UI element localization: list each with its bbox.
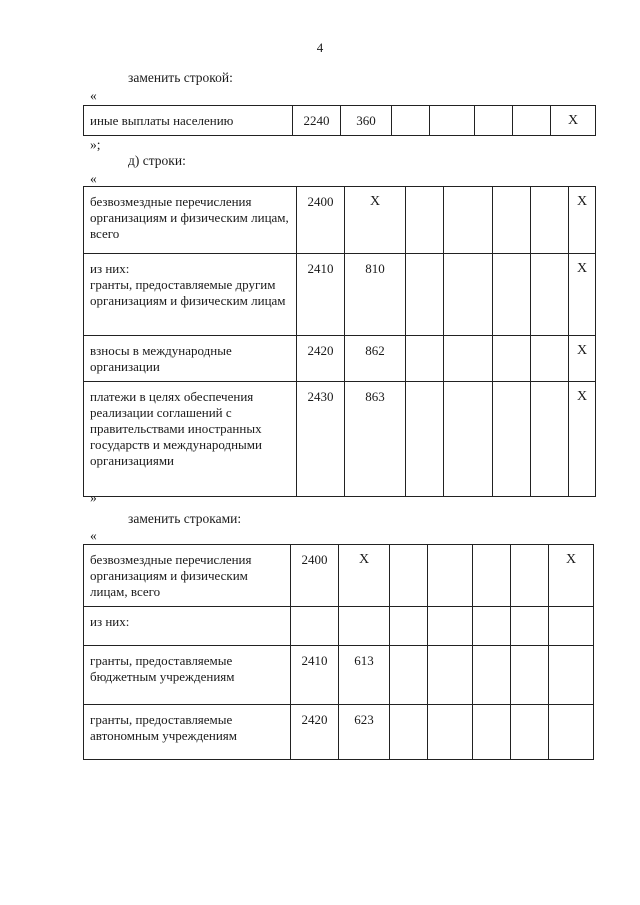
table-row [84,705,594,760]
section1-intro: заменить строкой: [128,70,233,85]
section2-table [83,186,596,497]
empty-cell [513,106,551,136]
row-code: 2430 [307,389,334,404]
code-cell [293,106,341,136]
row-code: 2420 [301,712,328,727]
row-mark: X [565,552,577,567]
row-code: 2410 [301,653,328,668]
row-value: 863 [365,389,385,404]
section2-close-quote: » [90,490,97,505]
row-code: 2400 [307,194,334,209]
section3-intro: заменить строками: [128,511,242,526]
row-value: 810 [365,261,385,276]
row-label-cell [84,106,293,136]
table-row [84,336,596,382]
row-mark: X [576,194,588,209]
mark-cell [551,106,596,136]
row-label: платежи в целях обеспечения реализации соглашений с правительствами иностранных государств и международными организациями [90,389,262,468]
row-mark: X [576,261,588,276]
row-value: 623 [354,712,374,727]
row-value: 613 [354,653,374,668]
row-value: X [358,552,370,567]
row-label: безвозмездные перечисления организациям и физическим лицам, всего [90,552,252,599]
section3-open-quote: « [90,528,97,543]
page-number: 4 [316,40,324,55]
row-label: гранты, предоставляемые бюджетным учреждениям [90,653,235,684]
row-code: 2410 [307,261,334,276]
table-row [84,646,594,705]
row-mark: X [576,343,588,358]
table-row [84,187,596,254]
table-row [84,607,594,646]
section2-intro: д) строки: [128,153,186,168]
table-row [84,545,594,607]
section1-close-quote: »; [90,137,101,152]
row-label: из них: [90,614,130,629]
row-code: 2400 [301,552,328,567]
empty-cell [430,106,475,136]
table-row [84,106,596,136]
row-mark: X [567,113,579,128]
row-code: 2420 [307,343,334,358]
row-code: 2240 [303,113,330,128]
table-row [84,382,596,497]
section1-table [83,105,596,136]
row-label: гранты, предоставляемые автономным учреждениям [90,712,237,743]
section1-open-quote: « [90,88,97,103]
row-label: безвозмездные перечисления организациям и физическим лицам, всего [90,194,289,241]
row-value: X [369,194,381,209]
row-label: иные выплаты населению [90,113,234,128]
row-value: 862 [365,343,385,358]
section3-table [83,544,594,760]
row-label: из них: гранты, предоставляемые другим организациям и физическим лицам [90,261,286,308]
empty-cell [392,106,430,136]
table-row [84,254,596,336]
row-label: взносы в международные организации [90,343,232,374]
empty-cell [475,106,513,136]
section2-open-quote: « [90,171,97,186]
row-value: 360 [356,113,376,128]
value-cell [341,106,392,136]
row-mark: X [576,389,588,404]
